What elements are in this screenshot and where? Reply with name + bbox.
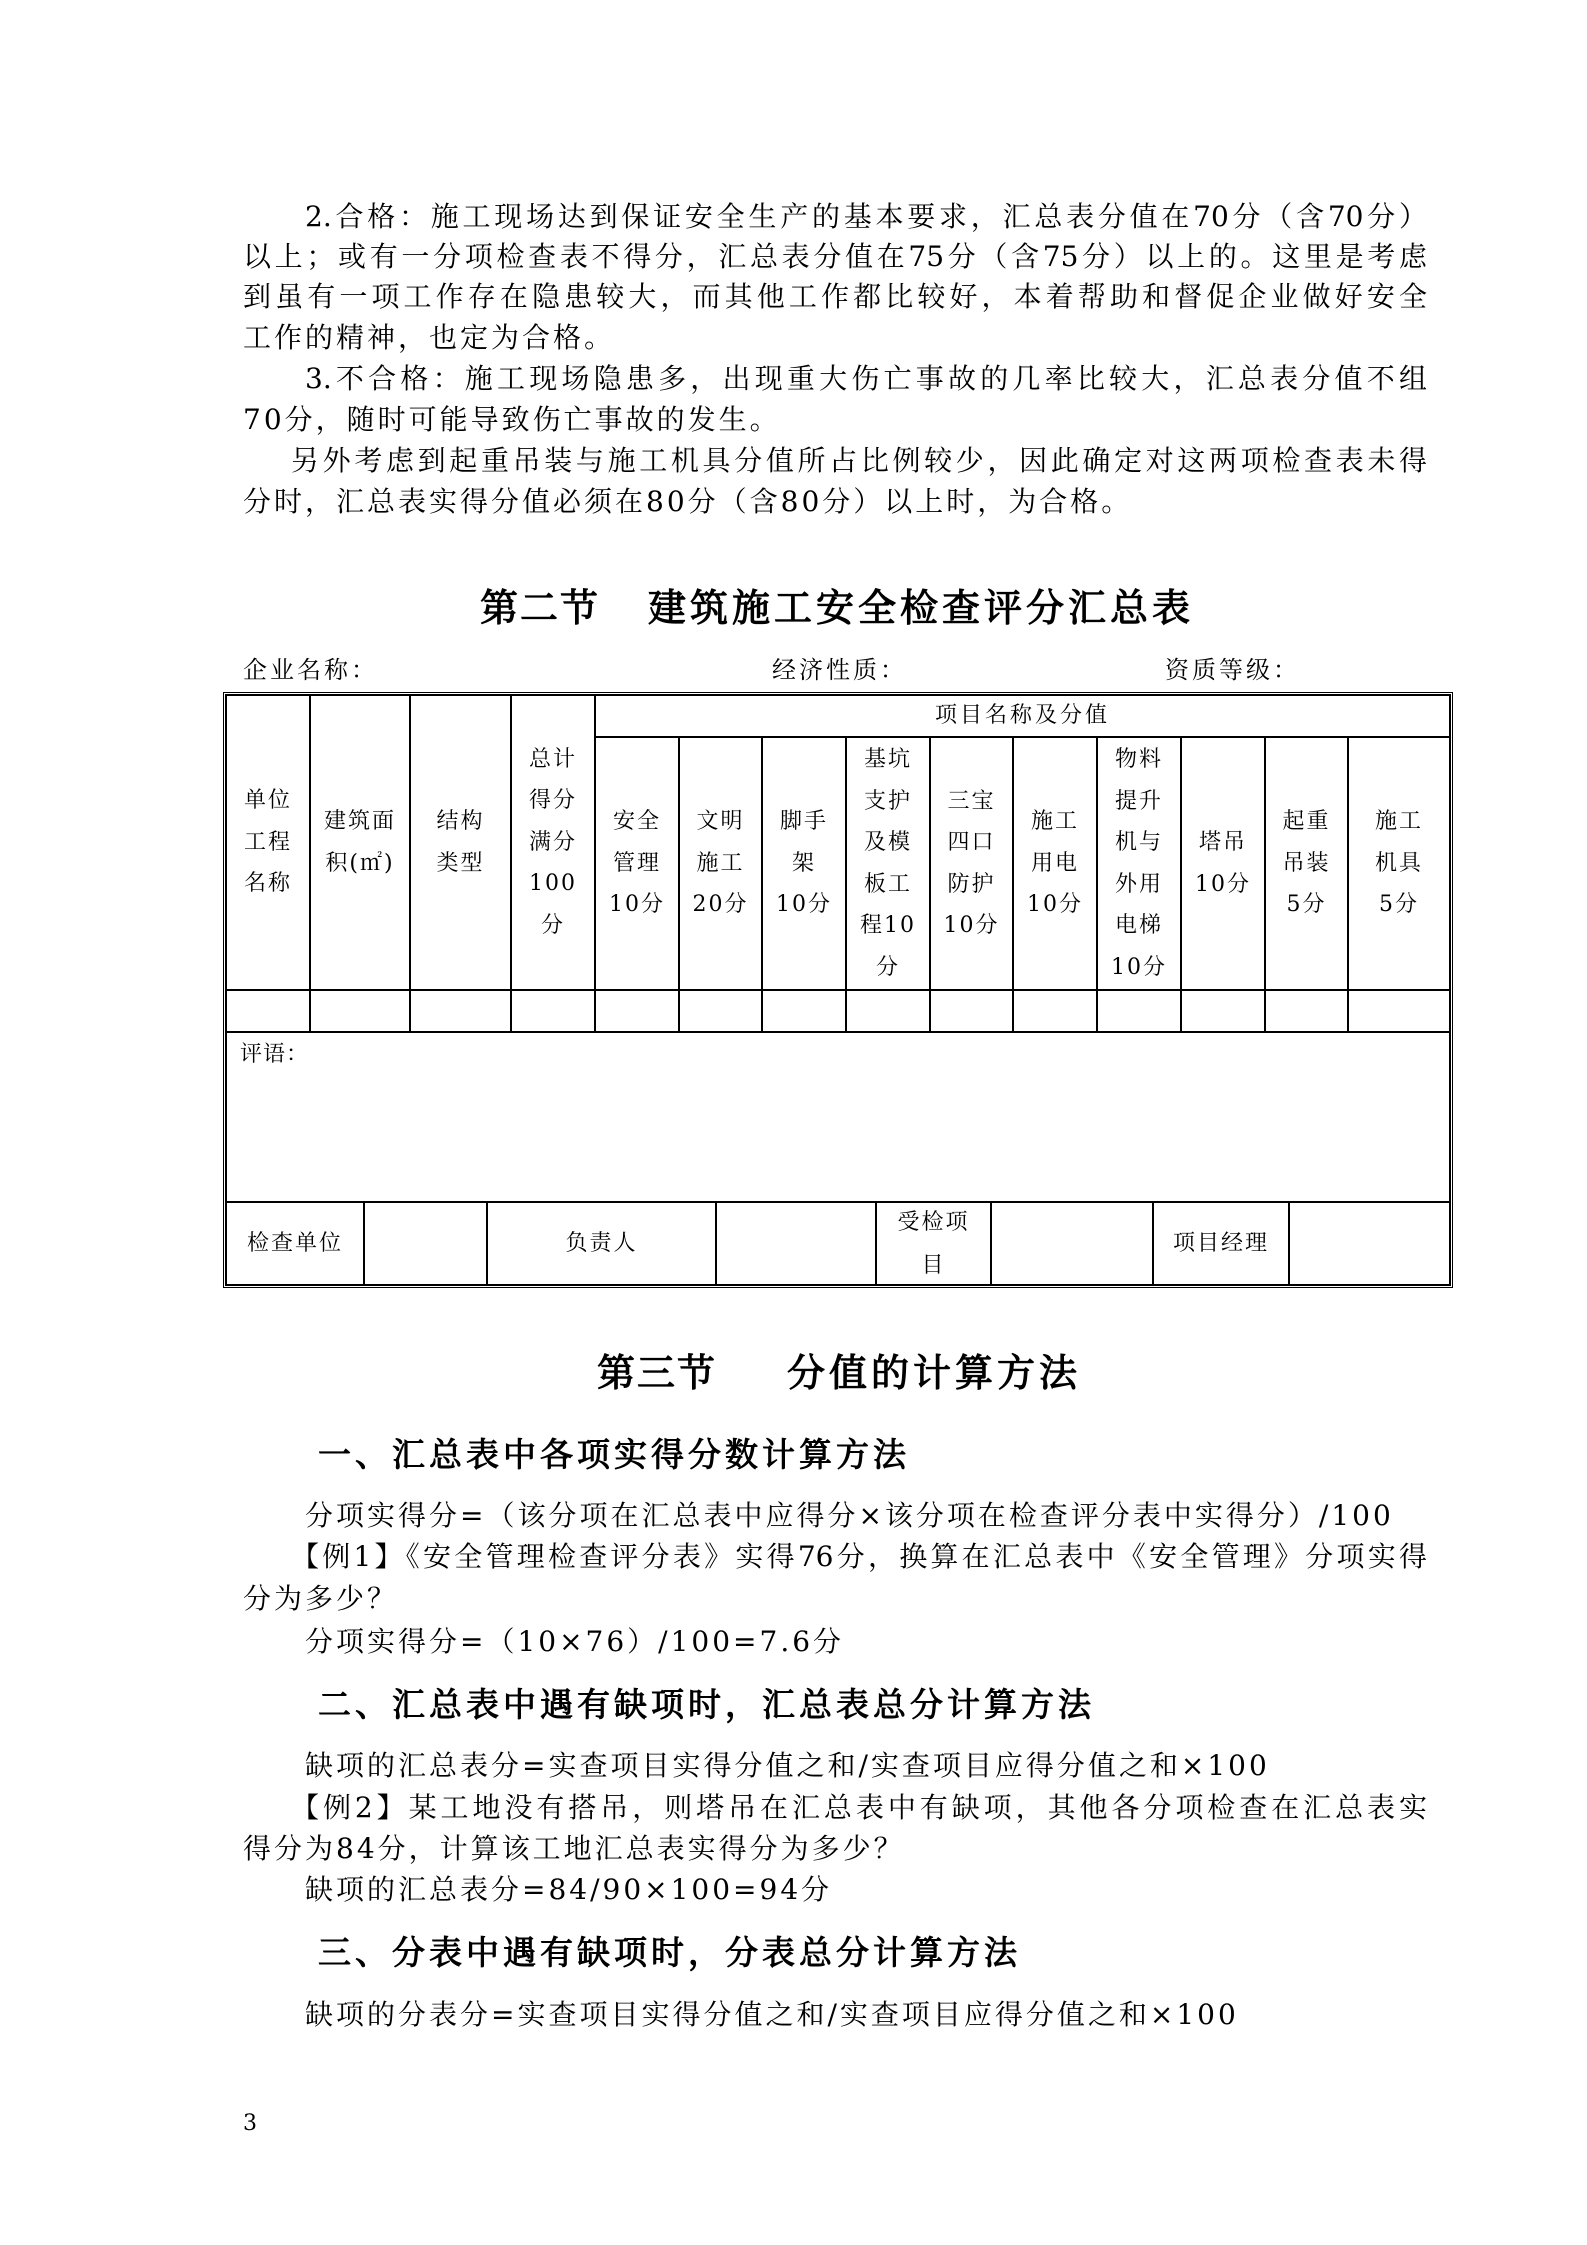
table-data-cell [930,990,1013,1032]
section3-title: 分值的计算方法 [787,1350,1082,1395]
header-line: 起重 [1282,809,1331,835]
footer-line: 受检项 [897,1209,970,1235]
header-cell-material-hoist-elevator [1097,737,1181,990]
header-line: 防护 [947,871,996,897]
header-cell-tower-crane [1181,737,1265,990]
table-data-cell [1097,990,1181,1032]
header-line: 基坑 [863,747,912,772]
header-line: 及模 [863,830,912,855]
header-cell-total-score [511,695,595,990]
header-line: 建筑面 [323,809,396,834]
header-cell-three-treasures-four-openings [930,737,1013,990]
header-cell-scaffolding [762,737,846,990]
formula-line: 缺项的汇总表分=实查项目实得分值之和/实查项目应得分值之和×100 [305,1749,1270,1782]
example-line: 【例1】《安全管理检查评分表》实得76分，换算在汇总表中《安全管理》分项实得 [291,1540,1427,1573]
header-cell-unit-project-name [226,695,310,990]
header-line: 物料 [1114,747,1163,772]
header-line: 架 [791,850,816,876]
header-line: 四口 [947,830,996,855]
table-data-cell [1265,990,1348,1032]
header-line: 单位 [243,788,292,814]
header-line: 机与 [1114,830,1163,855]
pass-paragraph-line: 到虽有一项工作存在隐患较大，而其他工作都比较好，本着帮助和督促企业做好安全 [243,280,1427,313]
note-paragraph-line: 分时，汇总表实得分值必须在80分（含80分）以上时，为合格。 [243,485,1133,518]
table-data-cell [310,990,410,1032]
pass-paragraph-line: 2.合格：施工现场达到保证安全生产的基本要求，汇总表分值在70分（含70分） [305,200,1427,233]
header-line: 分 [540,912,565,938]
header-line: 管理 [612,850,661,876]
fail-paragraph-line: 70分，随时可能导致伤亡事故的发生。 [243,403,781,436]
header-line: 施工 [1374,809,1423,835]
header-cell-civilized-construction [679,737,762,990]
header-line: 10分 [1195,871,1251,897]
header-line: 支护 [863,788,912,814]
table-data-cell [762,990,846,1032]
header-line: 文明 [696,809,745,835]
part2-heading: 二、汇总表中遇有缺项时，汇总表总分计算方法 [318,1685,1095,1724]
answer-line: 分项实得分=（10×76）/100=7.6分 [305,1625,845,1658]
header-line: 电梯 [1114,913,1163,938]
header-line: 10分 [776,892,832,918]
header-line: 安全 [612,809,661,835]
header-line: 脚手 [779,809,828,835]
pass-paragraph-line: 以上；或有一分项检查表不得分，汇总表分值在75分（含75分）以上的。这里是考虑 [243,240,1427,273]
header-line: 塔吊 [1198,830,1247,855]
header-line: 类型 [436,850,485,876]
header-line: 外用 [1114,871,1163,897]
page-number: 3 [243,2111,257,2136]
table-data-cell [511,990,595,1032]
group-header-items-and-scores: 项目名称及分值 [934,703,1110,729]
header-line: 20分 [692,892,749,918]
inspected-project-value [991,1202,1153,1285]
header-line: 100 [529,871,577,897]
project-manager-value [1289,1202,1450,1285]
fail-paragraph-line: 3.不合格：施工现场隐患多，出现重大伤亡事故的几率比较大，汇总表分值不组 [305,362,1427,395]
qualification-grade-label: 资质等级： [1165,656,1300,684]
table-data-cell [1013,990,1097,1032]
header-cell-lifting-hoisting [1265,737,1348,990]
note-paragraph-line: 另外考虑到起重吊装与施工机具分值所占比例较少，因此确定对这两项检查表未得 [291,444,1427,477]
example-line: 分为多少？ [243,1582,399,1615]
remarks-label: 评语： [240,1042,310,1067]
header-line: 三宝 [947,788,996,814]
footer-line: 目 [921,1252,946,1278]
header-line: 分 [875,954,900,980]
person-in-charge-value [716,1202,876,1285]
inspection-unit-label: 检查单位 [246,1230,343,1256]
table-data-cell [595,990,679,1032]
header-cell-building-area [310,695,410,990]
economic-nature-label: 经济性质： [772,656,907,684]
header-line: 5分 [1286,892,1327,918]
header-line: 板工 [863,871,912,897]
header-line: 名称 [243,871,292,897]
table-data-cell [410,990,511,1032]
section3-number: 第三节 [597,1350,718,1395]
company-name-label: 企业名称： [243,656,378,684]
section2-title: 建筑施工安全检查评分汇总表 [648,585,1195,630]
header-line: 10分 [1111,954,1167,980]
header-line: 10分 [943,913,1000,938]
person-in-charge-label: 负责人 [565,1230,638,1256]
header-line: 施工 [1030,809,1079,835]
header-line: 10分 [609,892,665,918]
table-data-cell [1181,990,1265,1032]
section2-number: 第二节 [480,585,601,630]
pass-paragraph-line: 工作的精神，也定为合格。 [243,321,616,354]
formula-line: 分项实得分=（该分项在汇总表中应得分×该分项在检查评分表中实得分）/100 [305,1499,1394,1532]
inspection-unit-value [364,1202,487,1285]
header-line: 5分 [1379,892,1419,918]
header-cell-safety-management [595,737,679,990]
header-cell-structure-type [410,695,511,990]
table-data-cell [846,990,930,1032]
part1-heading: 一、汇总表中各项实得分数计算方法 [318,1435,910,1474]
header-line: 工程 [243,829,292,855]
header-line: 提升 [1114,788,1163,814]
header-cell-construction-machinery [1348,737,1450,990]
header-line: 10分 [1027,892,1083,918]
project-manager-label: 项目经理 [1172,1230,1269,1256]
answer-line: 缺项的汇总表分=84/90×100=94分 [305,1873,833,1906]
header-line: 机具 [1374,850,1423,876]
header-line: 程10 [860,913,916,938]
header-cell-construction-electricity [1013,737,1097,990]
header-line: 得分 [528,788,577,814]
inspected-project-label [876,1202,991,1285]
table-data-cell [679,990,762,1032]
header-line: 吊装 [1282,850,1331,876]
header-line: 积(㎡) [325,850,395,876]
header-line: 满分 [528,829,577,855]
header-line: 用电 [1030,850,1079,876]
table-data-cell [1348,990,1450,1032]
part3-heading: 三、分表中遇有缺项时，分表总分计算方法 [318,1933,1021,1972]
header-line: 结构 [436,809,485,834]
header-line: 总计 [528,746,577,772]
table-data-cell [226,990,310,1032]
example-line: 【例2】某工地没有搭吊，则塔吊在汇总表中有缺项，其他各分项检查在汇总表实 [291,1791,1427,1824]
header-cell-foundation-pit-formwork [846,737,930,990]
header-line: 施工 [696,850,745,876]
formula-line: 缺项的分表分=实查项目实得分值之和/实查项目应得分值之和×100 [305,1998,1239,2031]
example-line: 得分为84分，计算该工地汇总表实得分为多少？ [243,1832,905,1865]
